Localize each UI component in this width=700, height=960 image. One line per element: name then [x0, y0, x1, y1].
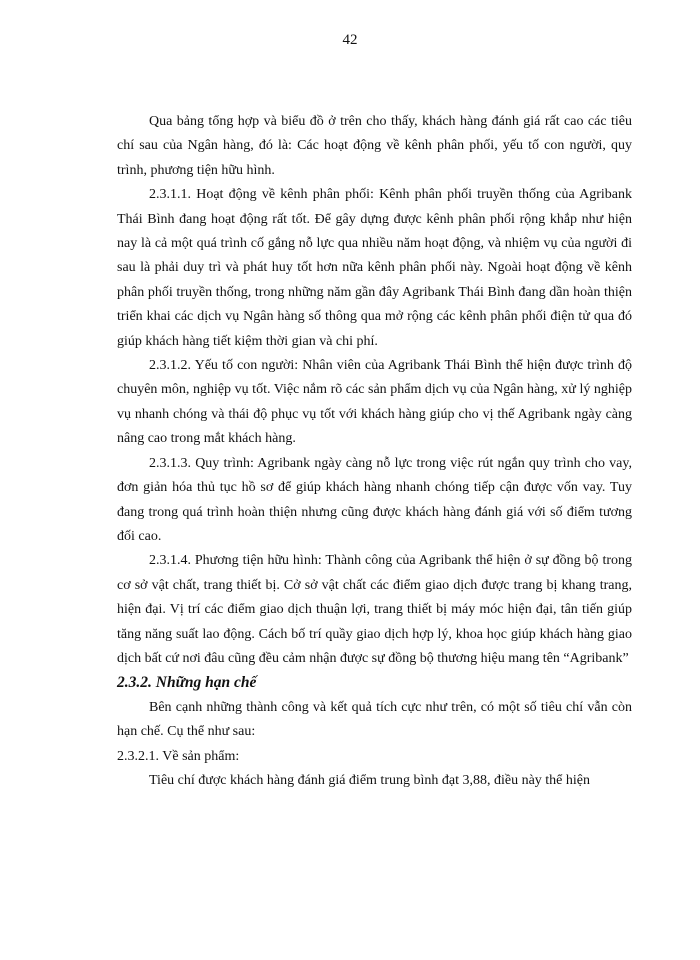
paragraph-tangibles: 2.3.1.4. Phương tiện hữu hình: Thành công của Agribank thể hiện ở sự đồng bộ trong cơ sở vật chất, trang thiết bị. Cở sở vật chất các điểm giao dịch được trang bị khang trang, hiện đại. Vị trí các điểm giao dịch thuận lợi, trang thiết bị máy móc hiện đại, tân tiến giúp tăng năng suất lao động. Cách bố trí quầy giao dịch hợp lý, khoa học giúp khách hàng giao dịch bất cứ nơi đâu cũng đều cảm nhận được sự đồng bộ thương hiệu mang tên “Agribank”	[117, 553, 632, 666]
document-body	[117, 110, 632, 793]
paragraph-distribution-channel: 2.3.1.1. Hoạt động về kênh phân phối: Kênh phân phối truyền thống của Agribank Thái Bình đang hoạt động rất tốt. Để gây dựng được kênh phân phối rộng khắp như hiện nay là cả một quá trình cố gắng nỗ lực qua nhiều năm hoạt động, và nhiệm vụ của người đi sau là phải duy trì và phát huy tốt hơn nữa kênh phân phối này. Ngoài hoạt động về kênh phân phối truyền thống, trong những năm gần đây Agribank Thái Bình đang dần hoàn thiện triển khai các dịch vụ Ngân hàng số thông qua mở rộng các kênh phân phối điện tử qua đó giúp khách hàng tiết kiệm thời gian và chi phí.	[117, 187, 632, 349]
paragraph-product: Tiêu chí được khách hàng đánh giá điểm trung bình đạt 3,88, điều này thể hiện	[149, 772, 590, 788]
paragraph-human-factor: 2.3.1.2. Yếu tố con người: Nhân viên của Agribank Thái Bình thể hiện được trình độ chuyên môn, nghiệp vụ tốt. Việc nắm rõ các sản phẩm dịch vụ của Ngân hàng, xử lý nghiệp vụ nhanh chóng và thái độ phục vụ tốt với khách hàng giúp cho vị thế Agribank ngày càng nâng cao trong mắt khách hàng.	[117, 358, 632, 447]
paragraph-intro: Qua bảng tổng hợp và biểu đồ ở trên cho thấy, khách hàng đánh giá rất cao các tiêu chí sau của Ngân hàng, đó là: Các hoạt động về kênh phân phối, yếu tố con người, quy trình, phương tiện hữu hình.	[117, 114, 632, 178]
section-heading: 2.3.2. Những hạn chế	[117, 674, 257, 692]
paragraph-limitations: Bên cạnh những thành công và kết quả tích cực như trên, có một số tiêu chí vẫn còn hạn chế. Cụ thể như sau:	[117, 699, 632, 740]
page-number: 42	[342, 32, 358, 48]
paragraph-process: 2.3.1.3. Quy trình: Agribank ngày càng nỗ lực trong việc rút ngắn quy trình cho vay, đơn giản hóa thủ tục hồ sơ để giúp khách hàng nhanh chóng tiếp cận được vốn vay. Tuy đang trong quá trình hoàn thiện nhưng cũng được khách hàng đánh giá với số điểm tương đối cao.	[117, 455, 632, 544]
subsection-heading: 2.3.2.1. Về sản phẩm:	[117, 748, 240, 764]
